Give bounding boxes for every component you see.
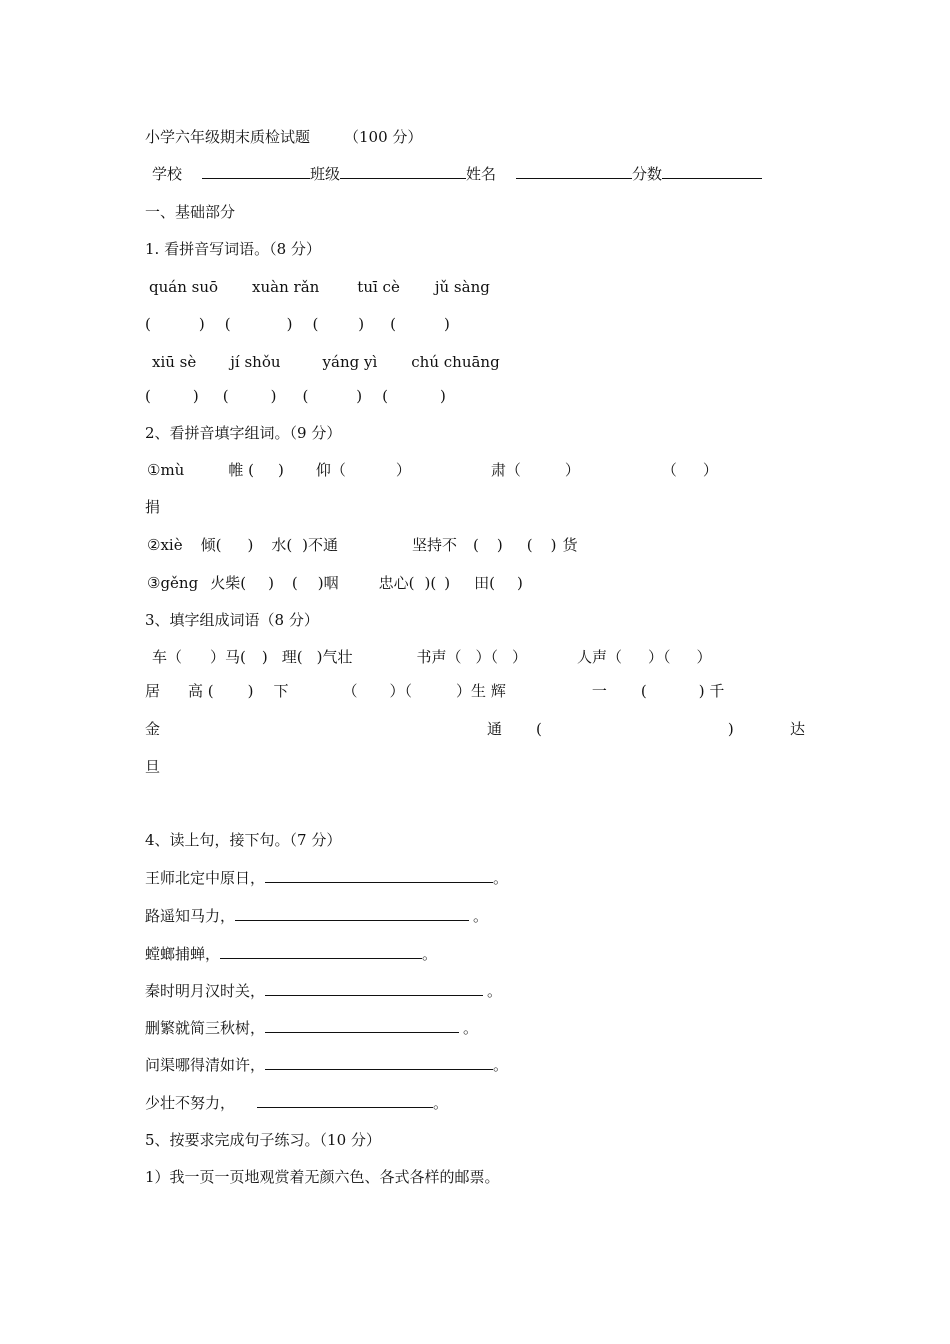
q2-line-xie[interactable]: ②xiè 倾( ) 水( )不通 坚持不 ( ) ( ) 货 [147,536,578,554]
q3-line4: 旦 [145,758,161,776]
q4-blank-7[interactable] [257,1093,433,1108]
q3-line1[interactable]: 车（ ）马( ) 理( )气壮 书声（ ）（ ） 人声（ ）（ ） [152,648,712,666]
q4-blank-2[interactable] [235,906,469,921]
school-field[interactable] [202,164,310,179]
name-field[interactable] [516,164,632,179]
q2-line-mu-wrap: 捐 [145,498,161,516]
q3-line3-right: 达 [790,720,806,738]
q1-pinyin-row1: quán suō xuàn rǎn tuī cè jǔ sàng [149,278,490,296]
q5-sentence-1: 1）我一页一页地观赏着无颜六色、各式各样的邮票。 [145,1168,500,1186]
exam-title: 小学六年级期末质检试题 （100 分） [145,128,423,146]
q1-title: 1. 看拼音写词语。（8 分） [145,240,321,258]
q3-line2[interactable]: 居 高 ( ) 下 （ ）（ ）生 辉 一 ( ) 千 [145,682,725,700]
name-label: 姓名 [466,165,497,183]
q1-answer-row1[interactable]: ( ) ( ) ( ) ( ) [145,315,450,333]
q4-item-2[interactable]: 路遥知马力， 。 [145,907,489,925]
student-info-row [152,164,762,184]
q4-item-1[interactable]: 王师北定中原日， 。 [145,869,509,887]
score-label: 分数 [632,165,663,183]
q2-line-geng[interactable]: ③gěng 火柴( ) ( )咽 忠心( )( ) 田( ) [147,574,523,592]
q4-item-6[interactable]: 问渠哪得清如许， 。 [145,1056,509,1074]
q4-item-3[interactable]: 螳螂捕蝉， 。 [145,945,438,963]
q4-blank-1[interactable] [265,868,493,883]
q4-blank-6[interactable] [265,1055,493,1070]
q2-line-mu[interactable]: ①mù 帷 ( ) 仰（ ） 肃（ ） （ ） [147,461,718,479]
q1-answer-row2[interactable]: ( ) ( ) ( ) ( ) [145,387,446,405]
q5-title: 5、按要求完成句子练习。（10 分） [145,1131,381,1149]
q4-item-5[interactable]: 删繁就简三秋树， 。 [145,1019,479,1037]
q3-line3-left: 金 [145,720,161,738]
q4-item-4[interactable]: 秦时明月汉时关， 。 [145,982,503,1000]
q4-blank-4[interactable] [265,981,483,996]
q4-blank-5[interactable] [265,1018,459,1033]
class-field[interactable] [340,164,466,179]
q1-pinyin-row2: xiū sè jí shǒu yáng yì chú chuāng [152,353,500,371]
score-field[interactable] [662,164,762,179]
q3-title: 3、填字组成词语（8 分） [145,611,319,629]
school-label: 学校 [152,165,183,183]
section-basic: 一、基础部分 [145,203,236,221]
q2-title: 2、看拼音填字组词。（9 分） [145,424,342,442]
q4-title: 4、读上句，接下句。（7 分） [145,831,342,849]
q3-line3-mid[interactable]: 通 ( ) [487,720,734,738]
q4-blank-3[interactable] [220,944,422,959]
q4-item-7[interactable]: 少壮不努力， 。 [145,1094,449,1112]
class-label: 班级 [310,165,341,183]
